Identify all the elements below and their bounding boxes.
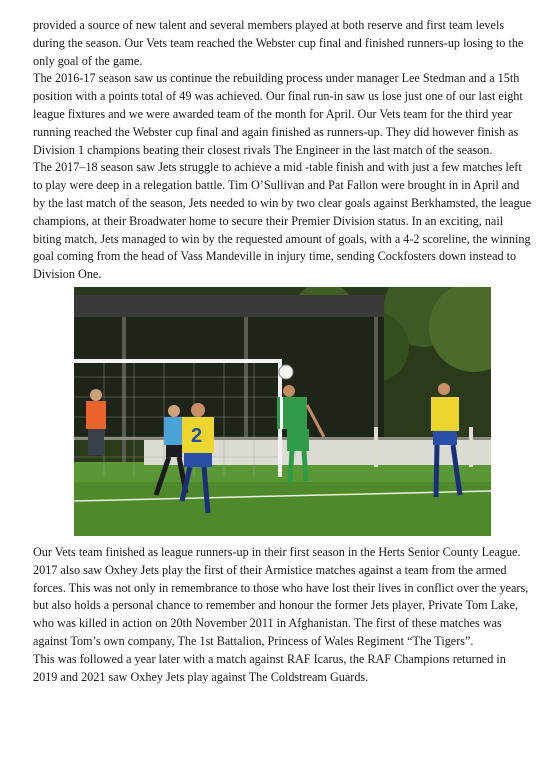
paragraph-2017-18-season: The 2017–18 season saw Jets struggle to achieve a mid -table finish and with just a few matches left to play were deep in a relegation battle. Tim O’Sullivan and Pat Fallon were brought in in April and by the last match of the season, Jets needed to win by two clear goals against Berkhamsted, the league champions, at their Broadwater home to secure their Premier Division status. In an exciting, nail biting match, Jets managed to win by the requested amount of goals, with a 4-2 scoreline, the winning goal coming from the head of Vass Mandeville in injury time, sending Cockfosters down instead to Division One.: [33, 160, 532, 282]
paragraph-2016-17-season: The 2016-17 season saw us continue the rebuilding process under manager Lee Stedman and a 15th position with a points total of 49 was achieved. Our final run-in saw us lose just one of our last eight league fixtures and we were awarded team of the month for April. Our Vets team for the third year running reached the Webster cup final and again finished as runners-up. They did however finish as Division 1 champions beating their closest rivals The Engineer in the last match of the season.: [33, 71, 523, 157]
paragraph-armistice-matches: 2017 also saw Oxhey Jets play the first of their Armistice matches against a team from the armed forces. This was not only in remembrance to those who have lost their lives in conflict over the years, but also holds a personal chance to remember and honour the former Jets player, Private Tom Lake, who was killed in action on 20th November 2011 in Afghanistan. The first of these matches was against Tom’s own company, The 1st Battalion, Princess of Wales Regiment “The Tigers”.: [33, 562, 529, 648]
football-match-photo: [74, 287, 491, 536]
fence-rail: [74, 437, 491, 440]
text-after-photo: [33, 544, 533, 686]
football: [279, 365, 293, 379]
document-page: [33, 17, 533, 686]
fence-post: [469, 427, 473, 467]
paragraph-raf-icarus: This was followed a year later with a match against RAF Icarus, the RAF Champions returned in 2019 and 2021 saw Oxhey Jets play against The Coldstream Guards.: [33, 651, 506, 684]
fence-post: [374, 427, 378, 467]
paragraph-previous-season: provided a source of new talent and several members played at both reserve and first team levels during the season. Our Vets team reached the Webster cup final and finished runners-up losing to the only goal of the game.: [33, 18, 524, 68]
paragraph-vets-runners-up: Our Vets team finished as league runners-up in their first season in the Herts Senior County League.: [33, 544, 521, 559]
goal-crossbar: [74, 359, 280, 363]
shirt-number: 2: [191, 424, 203, 447]
football-match-illustration: [74, 287, 491, 536]
stand-post: [122, 317, 126, 467]
stand-post: [244, 317, 248, 447]
stand-roof: [74, 295, 384, 317]
